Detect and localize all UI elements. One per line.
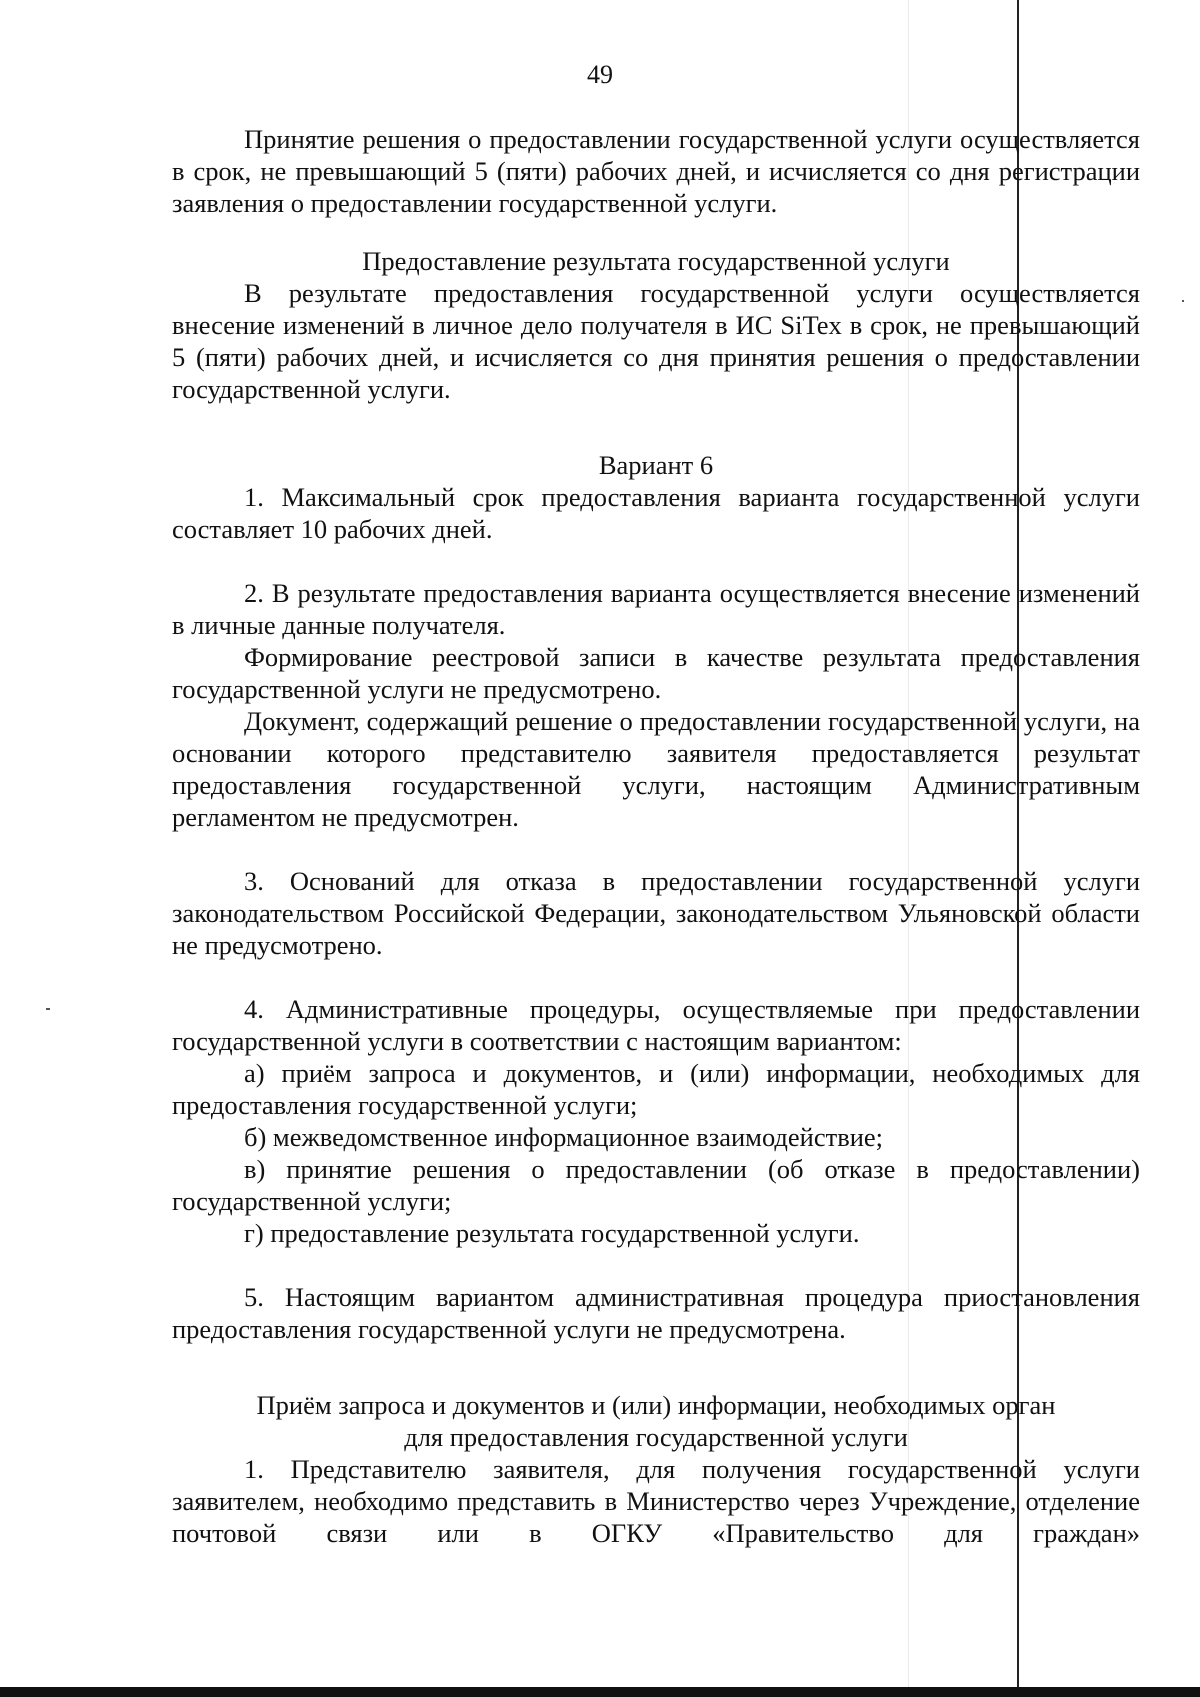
list-item: г) предоставление результата государственной услуги. bbox=[244, 1218, 860, 1248]
paragraph: 1. Представителю заявителя, для получения государственной услуги заявителем, необходимо представить в Министерство через Учреждение, отделение почтовой связи или в ОГКУ «Правительство для граждан» bbox=[172, 1454, 1140, 1548]
paragraph: 2. В результате предоставления варианта осуществляется внесение изменений в личные данные получателя. bbox=[172, 578, 1140, 640]
section-heading-line-1: Приём запроса и документов и (или) информации, необходимых орган bbox=[256, 1390, 1056, 1420]
paragraph: 4. Административные процедуры, осуществляемые при предоставлении государственной услуги в соответствии с настоящим вариантом: bbox=[172, 994, 1140, 1056]
paragraph: Формирование реестровой записи в качестве результата предоставления государственной услуги не предусмотрено. bbox=[172, 642, 1140, 704]
paragraph: 3. Оснований для отказа в предоставлении государственной услуги законодательством Российской Федерации, законодательством Ульяновской области не предусмотрено. bbox=[172, 866, 1140, 960]
section-heading-line-2: для предоставления государственной услуги bbox=[404, 1422, 908, 1452]
paragraph: Принятие решения о предоставлении государственной услуги осуществляется в срок, не превышающий 5 (пяти) рабочих дней, и исчисляется со дня регистрации заявления о предоставлении государственной услуги. bbox=[172, 124, 1140, 218]
section-heading: Предоставление результата государственной услуги bbox=[362, 246, 950, 276]
paragraph: 5. Настоящим вариантом административная процедура приостановления предоставления государственной услуги не предусмотрена. bbox=[172, 1282, 1140, 1344]
document-body bbox=[172, 123, 1140, 1549]
list-item: а) приём запроса и документов, и (или) информации, необходимых для предоставления государственной услуги; bbox=[172, 1058, 1140, 1120]
paragraph: Документ, содержащий решение о предоставлении государственной услуги, на основании которого представителю заявителя предоставляется результат предоставления государственной услуги, настоящим Административным регламентом не предусмотрен. bbox=[172, 706, 1140, 832]
section-heading: Вариант 6 bbox=[598, 450, 714, 480]
paragraph: В результате предоставления государственной услуги осуществляется внесение изменений в личное дело получателя в ИС SiTex в срок, не превышающий 5 (пяти) рабочих дней, и исчисляется со дня принятия решения о предоставлении государственной услуги. bbox=[172, 278, 1140, 404]
paragraph: 1. Максимальный срок предоставления варианта государственной услуги составляет 10 рабочих дней. bbox=[172, 482, 1140, 544]
page-number: 49 bbox=[587, 60, 613, 89]
list-item: б) межведомственное информационное взаимодействие; bbox=[244, 1122, 884, 1152]
scan-speck bbox=[1182, 300, 1184, 302]
scan-bottom-edge bbox=[0, 1687, 1200, 1697]
list-item: в) принятие решения о предоставлении (об отказе в предоставлении) государственной услуги; bbox=[172, 1154, 1140, 1216]
scan-speck bbox=[46, 1008, 50, 1010]
